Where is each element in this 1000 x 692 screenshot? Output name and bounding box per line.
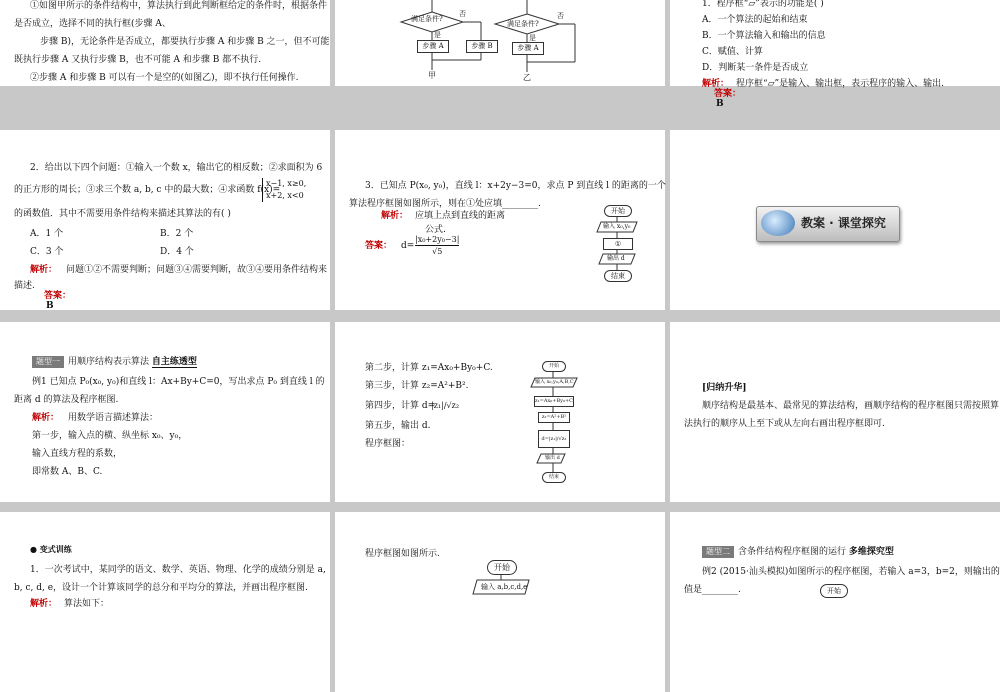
step-1: 第一步，输入点的横、纵坐标 x₀、y₀， [32,431,188,441]
fraction-denominator: √5 [432,247,443,256]
section-title: 含条件结构程序框图的运行 [738,547,847,557]
practice-line2: b, c, d, e，设计一个计算该同学的总分和平均分的算法，并画出程序框图. [14,583,308,593]
analysis-text-1: 应填上点到直线的距离 [415,211,506,221]
option-b: B．一个算法输入和输出的信息 [702,31,826,41]
practice-tag [30,542,72,557]
fc-box-z2: z₂=A²+B² [538,412,570,423]
slide-6[interactable] [670,130,1000,310]
practice-line1: 1．一次考试中，某同学的语文、数学、英语、物理、化学的成绩分别是 a, [30,565,326,575]
fraction-numerator: |x₀+2y₀−3| [415,235,460,244]
analysis-label: 解析： [381,211,409,221]
piecewise-case2: x+2, x<0 [266,191,304,200]
slide-10[interactable] [0,512,330,692]
slide-7[interactable] [0,322,330,502]
example-line1: 例2 (2015·汕头模拟)如图所示的程序框图，若输入 a=3，b=2，则输出的 [702,567,1000,577]
fc-input: 输入 x₀,y₀ [603,223,631,230]
slide5-flowchart-lines [335,130,665,310]
slide-1[interactable] [0,0,330,86]
jia-step-a: 步骤 A [417,40,449,53]
slide1-line4: 既执行步骤 A 又执行步骤 B，也不可能 A 和步骤 B 都不执行. [14,55,262,65]
slide-5[interactable] [335,130,665,310]
fc-input: 输入 a,b,c,d,e [481,583,528,591]
slide1-line2: 是否成立，选择不同的执行框(步骤 A、 [14,19,171,29]
title-banner [756,206,900,242]
jia-condition: 满足条件? [411,15,443,23]
analysis-text-2: 公式. [425,225,446,235]
option-c: C．3 个 [30,247,64,257]
answer-label: 答案： [714,89,742,99]
example-line2: 距离 d 的算法及程序框图. [14,395,119,405]
slide-3[interactable] [670,0,1000,109]
practice-icon: ● [30,544,37,554]
answer-value: B [46,301,54,311]
analysis-text-2: 描述. [14,281,35,291]
yi-caption: 乙 [523,73,531,82]
slide1-line3: 步骤 B)，无论条件是否成立，都要执行步骤 A 和步骤 B 之一，但不可能 [40,37,330,47]
fc-start: 开始 [604,205,632,217]
yi-condition: 满足条件? [507,20,539,28]
jia-yes: 是 [434,31,441,39]
analysis-label: 解析： [702,79,730,89]
fc-box-d: d=|z₁|/√z₂ [538,430,570,448]
analysis-text-1: 问题①②不需要判断；问题③④需要判断，故③④要用条件结构来 [66,265,328,275]
step-1c: 即常数 A、B、C. [32,467,103,477]
slide-4[interactable] [0,130,330,310]
slide-8[interactable] [335,322,665,502]
fc-output: 输出 d [545,455,560,461]
option-d: D．4 个 [160,247,194,257]
yi-step-a: 步骤 A [512,42,544,55]
answer-value: B [716,99,724,109]
fc-start: 开始 [487,560,517,575]
fc-box-z1: z₁=Ax₀+By₀+C [534,396,574,407]
fc-box-1: ① [603,238,633,250]
analysis-text: 用数学语言描述算法： [68,413,159,423]
slide11-flowchart-lines [335,512,665,692]
fc-input: 输入 x₀,y₀,A,B,C [535,379,574,385]
step-3: 第三步，计算 z₂=A²+B². [365,381,469,391]
step-4-formula: |z₁|/√z₂ [431,401,460,410]
slide4-line2: 的正方形的周长；③求三个数 a, b, c 中的最大数；④求函数 f(x)= [14,185,281,195]
fc-end: 结束 [542,472,566,483]
analysis-label: 解析： [32,413,60,423]
option-b: B．2 个 [160,229,194,239]
flowchart-jia-svg [335,0,665,86]
fc-end: 结束 [604,270,632,282]
analysis-label: 解析： [30,265,58,275]
analysis-label: 解析： [30,599,58,609]
option-a: A．1 个 [30,229,64,239]
step-6: 程序框图： [365,439,411,449]
slide3-question: 1．程序框“▱”表示的功能是( ) [702,0,824,9]
option-d: D．判断某一条件是否成立 [702,63,809,73]
yi-yes: 是 [529,34,536,42]
banner-title: 教案 · 课堂探究 [801,216,886,230]
section-tag: 题型二 [702,546,734,558]
section-title-type: 自主练透型 [151,357,197,367]
jia-no: 否 [459,10,466,18]
answer-label: 答案： [365,241,393,251]
analysis-text: 程序框“▱”是输入、输出框，表示程序的输入、输出. [736,79,944,89]
fc-output: 输出 d [607,255,625,262]
analysis-text: 算法如下： [64,599,110,609]
summary-line1: 顺序结构是最基本、最常见的算法结构，画顺序结构的程序框图只需按照算 [702,401,1000,411]
section-title: 用顺序结构表示算法 [68,357,150,367]
slide5-question-2: 算法程序框图如图所示，则在①处应填________. [349,199,541,209]
jia-step-b: 步骤 B [466,40,498,53]
slide1-line1: ①如图甲所示的条件结构中，算法执行到此判断框给定的条件时，根据条件 [30,1,328,11]
slide-11[interactable] [335,512,665,692]
slide-12[interactable] [670,512,1000,692]
slide-2[interactable] [335,0,665,86]
section-tag: 题型一 [32,356,64,368]
fc-start: 开始 [542,361,566,372]
yi-no: 否 [557,12,564,20]
option-a: A．一个算法的起始和结束 [702,15,808,25]
answer-d: d= [401,241,415,251]
section-header [32,354,197,371]
piecewise-function [262,178,306,202]
step-5: 第五步，输出 d. [365,421,431,431]
example-line2: 值是________. [684,585,741,595]
summary-title: [归纳升华] [702,383,747,393]
jia-caption: 甲 [428,71,436,80]
example-line1: 例1 已知点 P₀(x₀, y₀)和直线 l：Ax+By+C=0，写出求点 P₀ 到直线 l 的 [32,377,325,387]
slide-9[interactable] [670,322,1000,502]
step-1b: 输入直线方程的系数， [32,449,123,459]
section-header [702,544,894,561]
section-title-type: 多维探究型 [848,547,894,557]
slide1-line5: ②步骤 A 和步骤 B 可以有一个是空的(如图乙)，即不执行任何操作. [30,73,299,83]
practice-tag-label: 变式训练 [39,544,72,554]
step-2: 第二步，计算 z₁=Ax₀+By₀+C. [365,363,493,373]
slide11-line1: 程序框图如图所示. [365,549,440,559]
summary-line2: 法执行的顺序从上至下或从左向右画出程序框即可. [684,419,885,429]
slide5-question-1: 3．已知点 P(x₀, y₀)，直线 l：x+2y−3=0，求点 P 到直线 l 的距离的一个 [365,181,666,191]
piecewise-case1: x−1, x≥0, [266,179,307,188]
fc-start: 开始 [820,584,848,598]
step-4-label: 第四步，计算 d= [365,401,436,411]
answer-label: 答案： [44,291,72,301]
option-c: C．赋值、计算 [702,47,763,57]
slide4-line1: 2．给出以下四个问题：①输入一个数 x，输出它的相反数；②求面积为 6 [30,163,323,173]
globe-icon [761,210,795,236]
slide8-flowchart-lines [335,322,665,502]
slide4-line3: 的函数值．其中不需要用条件结构来描述其算法的有( ) [14,209,231,219]
